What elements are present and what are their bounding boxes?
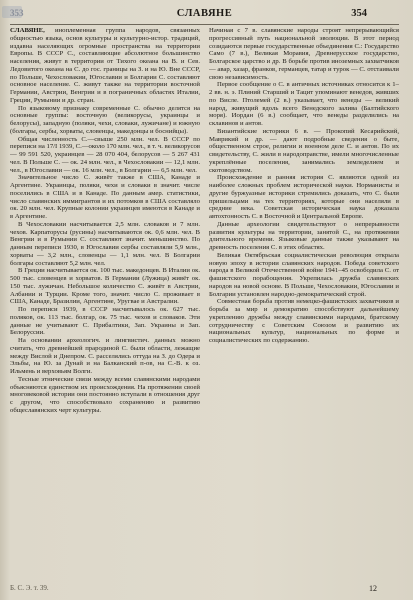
paragraph: Тесные этнические связи между всеми славянскими народами объясняются единством их происхождения. На протяжении своей многовековой истории они постоянно вступали в отношения друг с другом, что способствовало сохранению и развитию общеславянских черт культуры. [10, 375, 200, 414]
paragraph: Первое сообщение о С. в античных источниках относится к 1–2 вв. н. э. Плиний Старший и Тацит упоминают венедов, живших по Висле. Птолемей (2 в.) указывает, что венеды — великий народ, живущий вдоль всего Венедского залива (Балтийского моря). Иордан (6 в.) сообщает, что венеды разделились на склавинов и антов. [209, 81, 399, 127]
paragraph: Совместная борьба против немецко-фашистских захватчиков и борьба за мир и демократию способствуют дальнейшему укреплению дружбы между славянскими народами, братскому сотрудничеству с Советским Союзом и развитию их национальных культур, национальных по форме и социалистических по содержанию. [209, 298, 399, 344]
lead-word: СЛАВЯНЕ, [10, 27, 45, 34]
page-title: СЛАВЯНЕ [176, 8, 233, 19]
left-column [10, 27, 200, 585]
paragraph: Значительное число С. живёт также в США, Канаде и Аргентине. Украинцы, поляки, чехи и словаки в значит. числе поселились в США и в Канаде. По данным амер. статистики, число славянских иммигрантов и их потомков в США составляло ок. 20 млн. чел. Крупные колонии украинцев имеются в Канаде и в Аргентине. [10, 174, 200, 220]
paragraph: Великая Октябрьская социалистическая революция открыла новую эпоху в истории славянских народов. Победа советского народа в Великой Отечественной войне 1941–45 освободила С. от фашистского порабощения. Укрепилась дружба славянских народов на новой основе. В Польше, Чехословакии, Югославии и Болгарии установлен народно-демократический строй. [209, 251, 399, 298]
paragraph: Данные археологии свидетельствуют о непрерывности развития культуры на территории, занятой С., на протяжении длительного времени. Языковые данные также указывают на древность поселения С. в этих областях. [209, 220, 399, 251]
paragraph: Византийские историки 6 в. — Прокопий Кесарийский, Маврикий и др. — дают подробные сведения о быте, общественном строе, религии и военном деле С. и антов. По их свидетельству, С. жили в народоправстве, имели многочисленные укреплённые поселения, занимались земледелием и скотоводством. [209, 127, 399, 174]
paragraph: По языковому признаку современные С. обычно делятся на основные группы: восточную (великорусы, украинцы и белорусы), западную (поляки, чехи, словаки, лужичане) и южную (болгары, сербы, хорваты, словенцы, македонцы и боснийцы). [10, 104, 200, 135]
page-header [10, 8, 399, 24]
text-columns [10, 27, 399, 585]
paragraph: Происхождение и ранняя история С. являются одной из наиболее сложных проблем исторической науки. Норманисты и другие буржуазные историки стремились доказать, что С. были пришельцами на тех территориях, которые они населяли в средние века. Советская историческая наука доказала автохтонность С. в Восточной и Центральной Европе. [209, 174, 399, 220]
right-page-number: 354 [351, 8, 367, 19]
paragraph: На основании археологич. и лингвистич. данных можно считать, что древнейшей прародиной С. были области, лежащие между Вислой и Днепром. С. расселялись оттуда на З. до Одера и Эльбы, на Ю. за Дунай и на Балканский п-ов, на С.-В. к оз. Ильмень и верховьям Волги. [10, 337, 200, 375]
header-rule [10, 24, 399, 25]
paragraph: В Греции насчитывается ок. 100 тыс. македонцев. В Италии ок. 500 тыс. словенцев и хорватов. В Германии (Лужица) живёт ок. 150 тыс. лужичан. Небольшое количество С. живёт в Австрии, Албании и Турции. Кроме того, значит. число С. проживает в США, Канаде, Бразилии, Аргентине, Уругвае и Австралии. [10, 267, 200, 306]
signature-number: 12 [369, 584, 377, 593]
lead-paragraph [10, 27, 200, 105]
paragraph: По переписи 1939, в СССР насчитывалось ок. 627 тыс. поляков, ок. 113 тыс. болгар, ок. 75 тыс. чехов и словаков. Эти данные не учитывают С. Прибалтики, Зап. Украины и Зап. Белоруссии. [10, 306, 200, 337]
paragraph: В Чехословакии насчитывается 2,5 млн. словаков и 7 млн. чехов. Карпаторусы (русины) насчитываются ок. 0,6 млн. чел. В Венгрии и в Румынии С. составляют значит. меньшинство. По данным переписи 1930, в Югославии сербы составляли 5,9 млн., хорваты — 3,2 млн., словенцы — 1,1 млн. чел. В Болгарии болгары составляют 5,2 млн. чел. [10, 220, 200, 267]
paragraph: Начиная с 7 в. славянские народы строят непрерывающийся прогрессивный путь национальной эволюции. В этот период созидаются первые государственные объединения С.: Государство Само (7 в.), Великая Моравия, Древнерусское государство, Болгарское царство и др. В борьбе против иноземных захватчиков — авар, хазар, франков, германцев, татар и турок — С. отстаивали свою независимость. [209, 27, 399, 81]
volume-signature: Б. С. Э. т. 39. [10, 584, 49, 592]
paragraph-text: иноплеменная группа народов, связанных общностью языка, основ культуры и культурно-истор. традиций, издавна населяющих огромные пространства на территории Европы. В СССР С., составляющие абсолютное большинство населения, живут в территории от Тихого океана на В. и Сев. Ледовитого океана на С. до гос. границы на З. и на Ю. Вне СССР, по Польше, Чехословакии, Югославии и Болгарии С. составляют основное население. С. живут также на территории восточной Германии, Австрии, Венгрии и в пограничных областях Италии, Греции, Румынии и др. стран. [10, 27, 200, 104]
page-footer [10, 584, 399, 596]
left-page-number: 353 [10, 8, 24, 18]
paragraph: Общая численность С.—свыше 250 млн. чел. В СССР по переписи на 17/I 1939, С.—около 170 млн. чел., в т. ч. великорусов — 99 591 520, украинцев — 28 070 404, белорусов — 5 267 431 чел. В Польше С. — ок. 24 млн. чел., в Чехословакии — 12,1 млн. чел., в Югославии — ок. 16 млн. чел., в Болгарии — 6,5 млн. чел. [10, 135, 200, 174]
right-column [209, 27, 399, 585]
